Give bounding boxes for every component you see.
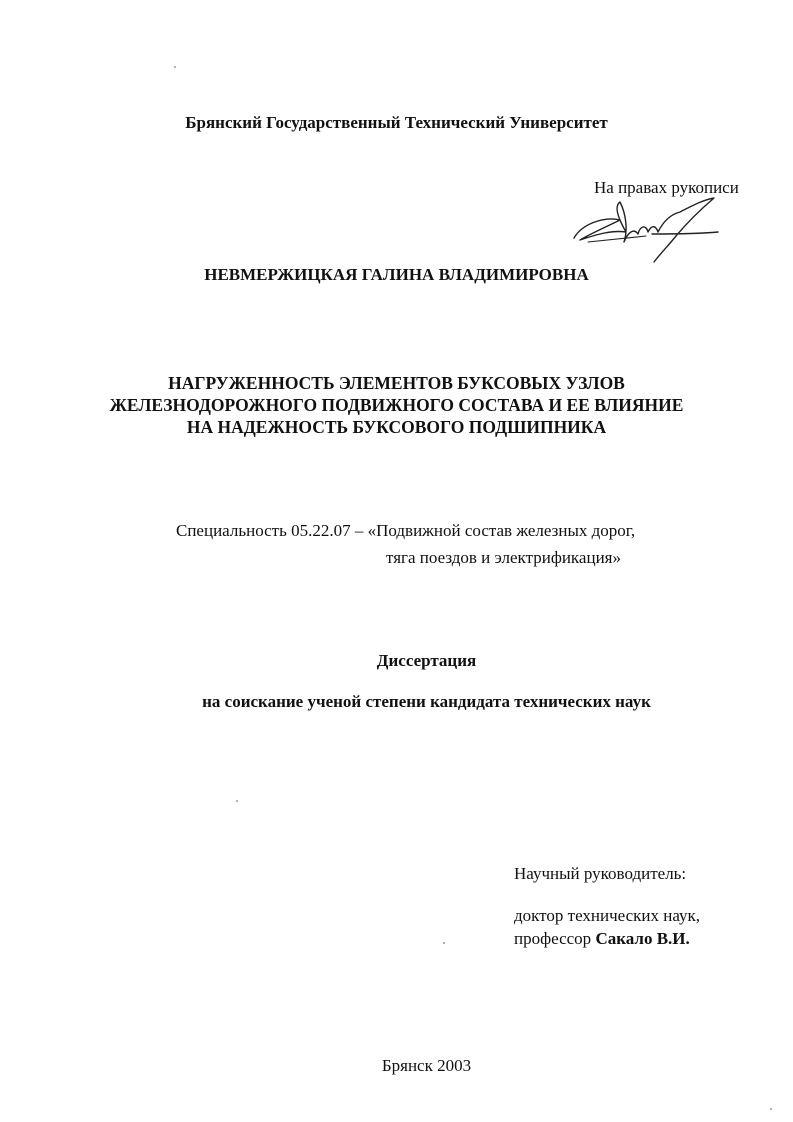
- document-type: Диссертация: [376, 651, 477, 670]
- supervisor-rank: профессор: [514, 929, 592, 948]
- manuscript-note: На правах рукописи: [594, 178, 739, 197]
- supervisor-line: [514, 929, 690, 949]
- specialty-line-2: тяга поездов и электрификация»: [386, 548, 621, 567]
- degree-statement: на соискание ученой степени кандидата технических наук: [202, 692, 651, 711]
- title-line: ЖЕЛЕЗНОДОРОЖНОГО ПОДВИЖНОГО СОСТАВА И ЕЕ ВЛИЯНИЕ: [109, 395, 684, 415]
- title-line: НА НАДЕЖНОСТЬ БУКСОВОГО ПОДШИПНИКА: [186, 417, 607, 437]
- scan-speck: [770, 1108, 772, 1110]
- supervisor-name: Сакало В.И.: [595, 929, 690, 948]
- scan-speck: [236, 800, 238, 802]
- scan-speck: [174, 66, 176, 68]
- scan-speck: [443, 942, 445, 944]
- place-year: Брянск 2003: [381, 1056, 472, 1075]
- university-name: Брянский Государственный Технический Университет: [185, 113, 608, 132]
- specialty-line-1: Специальность 05.22.07 – «Подвижной состав железных дорог,: [176, 521, 636, 540]
- supervisor-label: Научный руководитель:: [514, 864, 687, 883]
- dissertation-title: [0, 372, 793, 438]
- signature: [568, 190, 728, 270]
- author-name: НЕВМЕРЖИЦКАЯ ГАЛИНА ВЛАДИМИРОВНА: [204, 265, 589, 284]
- supervisor-degree: доктор технических наук,: [514, 906, 701, 925]
- title-line: НАГРУЖЕННОСТЬ ЭЛЕМЕНТОВ БУКСОВЫХ УЗЛОВ: [168, 373, 625, 393]
